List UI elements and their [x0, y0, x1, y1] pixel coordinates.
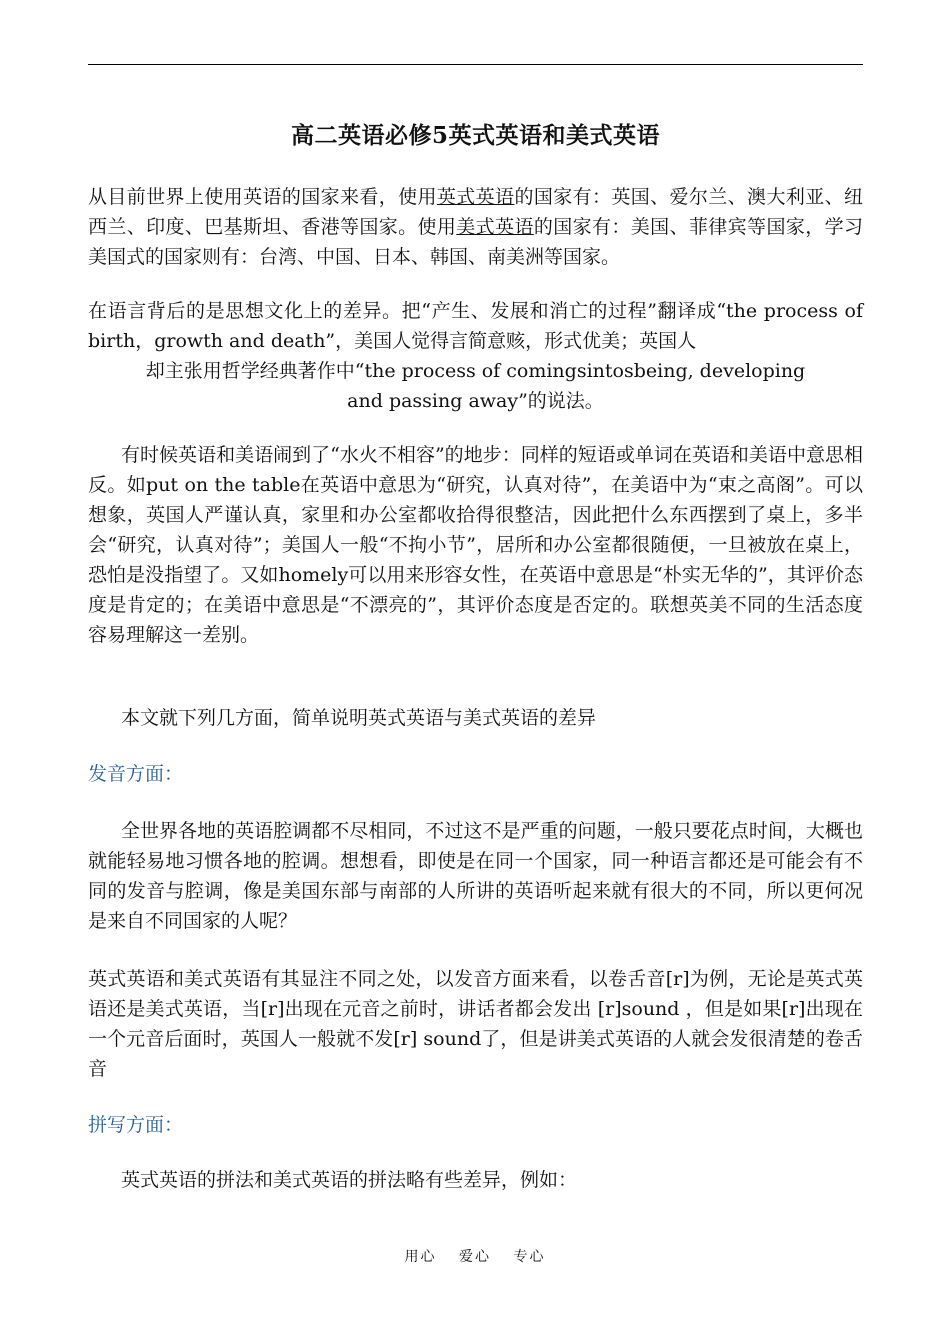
header-rule: [88, 64, 863, 65]
paragraph-spelling: 英式英语的拼法和美式英语的拼法略有些差异，例如：: [121, 1169, 578, 1191]
paragraph-r-sound: 英式英语和美式英语有其显注不同之处，以发音方面来看，以卷舌音[r]为例，无论是英式英语还是美式英语，当[r]出现在元音之前时，讲话者都会发出 [r]sound ，但是如果[r]出现在一个元音后面时，英国人一般就不发[r] sound了，但是讲美式英语的人就会发很清楚的卷舌音: [88, 968, 863, 1080]
footer-item: 用心: [404, 1249, 437, 1265]
footer-item: 爱心: [459, 1249, 491, 1265]
paragraph-culture: [88, 296, 863, 416]
section-heading-spelling: 拼写方面：: [88, 1114, 184, 1136]
page-title: 高二英语必修5英式英语和美式英语: [290, 122, 660, 149]
paragraph-culture-line1: 在语言背后的是思想文化上的差异。把“产生、发展和消亡的过程”翻译成“the process of birth，growth and death”，美国人觉得言简意赅，形式优美；英国人: [88, 300, 863, 352]
link-british-english: 英式英语: [436, 186, 515, 208]
section-heading-pronunciation: 发音方面：: [88, 763, 184, 785]
paragraph-intro: 本文就下列几方面，简单说明英式英语与美式英语的差异: [121, 707, 597, 729]
paragraph-culture-line2: 却主张用哲学经典著作中“the process of comingsintosbeing, developing: [145, 360, 806, 382]
link-american-english: 美式英语: [456, 216, 534, 238]
paragraph-opposites: 有时候英语和美语闹到了“水火不相容”的地步：同样的短语或单词在英语和美语中意思相反。如put on the table在英语中意思为“研究，认真对待”，在美语中为“束之高阁”。可以想象，英国人严谨认真，家里和办公室都收拾得很整洁，因此把什么东西摆到了桌上，多半会“研究，认真对待”；美国人一般“不拘小节”，居所和办公室都很随便，一旦被放在桌上，恐怕是没指望了。又如homely可以用来形容女性，在英语中意思是“朴实无华的”，其评价态度是肯定的；在美语中意思是“不漂亮的”，其评价态度是否定的。联想英美不同的生活态度容易理解这一差别。: [88, 444, 863, 646]
paragraph-accents: 全世界各地的英语腔调都不尽相同，不过这不是严重的问题，一般只要花点时间，大概也就能轻易地习惯各地的腔调。想想看，即使是在同一个国家，同一种语言都还是可能会有不同的发音与腔调，像是美国东部与南部的人所讲的英语听起来就有很大的不同，所以更何况是来自不同国家的人呢？: [88, 820, 863, 932]
paragraph-countries: 从目前世界上使用英语的国家来看，使用英式英语的国家有：英国、爱尔兰、澳大利亚、纽西兰、印度、巴基斯坦、香港等国家。使用美式英语的国家有：美国、菲律宾等国家，学习美国式的国家则有：台湾、中国、日本、韩国、南美洲等国家。: [88, 186, 863, 268]
paragraph-culture-line3: and passing away”的说法。: [347, 390, 604, 412]
footer-item: 专心: [513, 1249, 546, 1265]
footer: [0, 1246, 950, 1266]
